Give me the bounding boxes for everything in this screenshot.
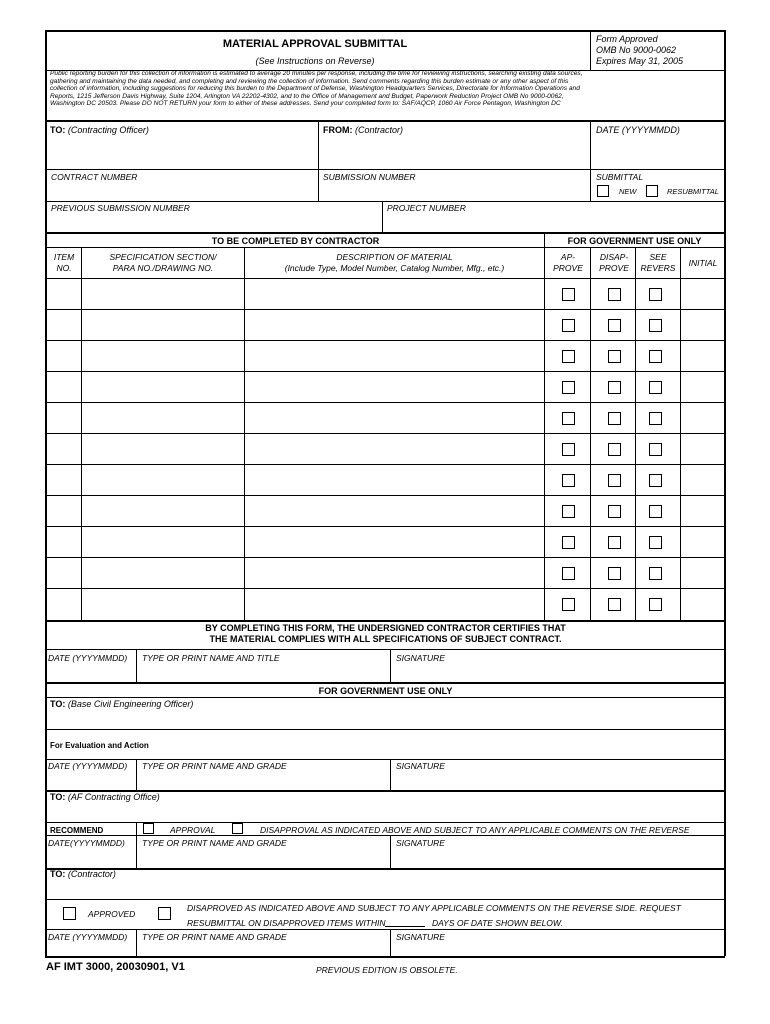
item-no-cell[interactable] <box>47 465 80 495</box>
item-no-header: ITEM NO. <box>53 252 75 273</box>
burden-line: Washington DC 20503. Please DO NOT RETURN your form to either of these addresses. Send your completed form to: SAF/AQCP, 1060 Air Force Pentagon, Washington DC <box>50 100 561 107</box>
contract-number-label: CONTRACT NUMBER <box>51 172 138 182</box>
new-label: NEW <box>619 187 637 196</box>
disapprove-checkbox[interactable] <box>608 536 621 549</box>
evaluation-action-label: For Evaluation and Action <box>50 741 149 750</box>
item-no-cell[interactable] <box>47 589 80 619</box>
item-no-cell[interactable] <box>47 434 80 464</box>
item-no-cell[interactable] <box>47 527 80 557</box>
date-label: DATE (YYYYMMDD) <box>596 125 680 135</box>
previous-edition-obsolete: PREVIOUS EDITION IS OBSOLETE. <box>316 965 458 975</box>
resubmittal-label: RESUBMITTAL <box>667 187 719 196</box>
item-no-cell[interactable] <box>47 496 80 526</box>
sig2-date-field[interactable] <box>47 771 135 789</box>
burden-line: collection of information, including suggestions for reducing this burden to the Department of Defense, Washington Headquarters Services, Directorate for Information Operations and <box>50 85 580 92</box>
from-contractor-field[interactable] <box>320 136 588 168</box>
sig2-signature-label: SIGNATURE <box>396 761 445 771</box>
approve-header: AP- PROVE <box>553 252 583 273</box>
sig3-name-field[interactable] <box>138 848 388 867</box>
disapprove-checkbox[interactable] <box>608 288 621 301</box>
description-cell[interactable] <box>246 403 544 433</box>
to-af-contracting-label: TO: (AF Contracting Office) <box>50 792 160 802</box>
approved-label: APPROVED <box>88 909 136 919</box>
burden-line: Reports, 1215 Jefferson Davis Highway, Suite 1204, Arlington VA 22202-4302, and to the Office of Management and Budget, Paperwork Reduction Project OMB No 9000-0062, <box>50 92 564 100</box>
spec-section-header: SPECIFICATION SECTION/ PARA NO./DRAWING NO. <box>109 252 217 273</box>
government-use-section-header: FOR GOVERNMENT USE ONLY <box>318 686 453 696</box>
form-title: MATERIAL APPROVAL SUBMITTAL <box>222 38 408 50</box>
disapproved-checkbox[interactable] <box>158 907 171 920</box>
spec-section-cell[interactable] <box>83 496 245 526</box>
initial-cell[interactable] <box>682 279 724 309</box>
initial-cell[interactable] <box>682 372 724 402</box>
see-reverse-checkbox[interactable] <box>649 319 662 332</box>
sig3-date-label: DATE(YYYYMMDD) <box>48 838 125 848</box>
item-no-cell[interactable] <box>47 279 80 309</box>
to-contracting-officer-label: TO: (Contracting Officer) <box>50 125 149 135</box>
submission-number-field[interactable] <box>320 182 588 200</box>
disapprove-checkbox[interactable] <box>608 381 621 394</box>
see-reverse-checkbox[interactable] <box>649 598 662 611</box>
to-civil-engineering-field[interactable] <box>47 710 722 728</box>
sig3-date-field[interactable] <box>47 848 135 867</box>
initial-cell[interactable] <box>682 434 724 464</box>
sig4-name-label: TYPE OR PRINT NAME AND GRADE <box>142 932 287 942</box>
spec-section-cell[interactable] <box>83 589 245 619</box>
item-no-cell[interactable] <box>47 372 80 402</box>
sig1-signature-field[interactable] <box>392 663 722 681</box>
spec-section-cell[interactable] <box>83 310 245 340</box>
from-contractor-label: FROM: (Contractor) <box>323 125 404 135</box>
sig4-date-label: DATE (YYYYMMDD) <box>48 932 128 942</box>
approve-checkbox[interactable] <box>562 288 575 301</box>
see-reverse-header: SEE REVERS <box>640 252 676 273</box>
item-no-cell[interactable] <box>47 310 80 340</box>
description-cell[interactable] <box>246 496 544 526</box>
sig3-name-label: TYPE OR PRINT NAME AND GRADE <box>142 838 287 848</box>
certification-line-1: BY COMPLETING THIS FORM, THE UNDERSIGNED CONTRACTOR CERTIFIES THAT <box>205 623 566 633</box>
see-reverse-checkbox[interactable] <box>649 505 662 518</box>
spec-section-cell[interactable] <box>83 279 245 309</box>
description-cell[interactable] <box>246 310 544 340</box>
certification-line-2: THE MATERIAL COMPLIES WITH ALL SPECIFICATIONS OF SUBJECT CONTRACT. <box>209 634 562 644</box>
to-contractor-field[interactable] <box>47 880 722 898</box>
item-no-cell[interactable] <box>47 341 80 371</box>
sig4-signature-field[interactable] <box>392 942 722 955</box>
table-row <box>47 465 724 496</box>
table-row <box>47 589 724 620</box>
spec-section-cell[interactable] <box>83 465 245 495</box>
approve-checkbox[interactable] <box>562 567 575 580</box>
initial-cell[interactable] <box>682 527 724 557</box>
initial-cell[interactable] <box>682 310 724 340</box>
disapprove-checkbox[interactable] <box>608 350 621 363</box>
disapproval-label: DISAPPROVAL AS INDICATED ABOVE AND SUBJECT TO ANY APPLICABLE COMMENTS ON THE REVERSE <box>260 825 690 835</box>
date-field[interactable] <box>592 136 722 168</box>
recommend-disapproval-checkbox[interactable] <box>232 823 243 834</box>
initial-cell[interactable] <box>682 496 724 526</box>
description-cell[interactable] <box>246 527 544 557</box>
approve-checkbox[interactable] <box>562 412 575 425</box>
initial-cell[interactable] <box>682 558 724 588</box>
burden-statement <box>50 70 722 108</box>
submission-number-label: SUBMISSION NUMBER <box>323 172 416 182</box>
sig4-name-field[interactable] <box>138 942 388 955</box>
approve-checkbox[interactable] <box>562 536 575 549</box>
item-no-cell[interactable] <box>47 403 80 433</box>
submittal-resubmittal-checkbox[interactable] <box>646 185 658 197</box>
see-reverse-checkbox[interactable] <box>649 350 662 363</box>
resubmittal-days-field[interactable] <box>385 926 425 927</box>
contract-number-field[interactable] <box>47 182 317 200</box>
description-cell[interactable] <box>246 434 544 464</box>
form-subtitle: (See Instructions on Reverse) <box>255 56 375 66</box>
item-no-cell[interactable] <box>47 558 80 588</box>
approve-checkbox[interactable] <box>562 350 575 363</box>
burden-line: gathering and maintaining the data needed, and completing and reviewing the collection of information. Send comments regarding this burden estimate or any other aspect of this <box>50 77 569 85</box>
disapprove-checkbox[interactable] <box>608 474 621 487</box>
description-header: DESCRIPTION OF MATERIAL (Include Type, Model Number, Catalog Number, Mfg., etc.) <box>284 252 505 273</box>
description-cell[interactable] <box>246 558 544 588</box>
approved-checkbox[interactable] <box>63 907 76 920</box>
initial-cell[interactable] <box>682 465 724 495</box>
sig4-date-field[interactable] <box>47 942 135 955</box>
sig1-date-label: DATE (YYYYMMDD) <box>48 653 128 663</box>
table-row <box>47 310 724 341</box>
disapprove-header: DISAP- PROVE <box>599 252 629 273</box>
sig1-signature-label: SIGNATURE <box>396 653 445 663</box>
description-cell[interactable] <box>246 341 544 371</box>
sig1-name-field[interactable] <box>138 663 388 681</box>
description-cell[interactable] <box>246 589 544 619</box>
initial-cell[interactable] <box>682 403 724 433</box>
omb-form-approved: Form Approved <box>596 34 658 44</box>
burden-line: Public reporting burden for this collection of information is estimated to average 20 minutes per response, including the time for reviewing instructions, searching existing data sources, <box>50 70 583 77</box>
approve-checkbox[interactable] <box>562 505 575 518</box>
description-cell[interactable] <box>246 465 544 495</box>
disapprove-checkbox[interactable] <box>608 505 621 518</box>
recommend-approval-checkbox[interactable] <box>143 823 154 834</box>
approve-checkbox[interactable] <box>562 319 575 332</box>
disapprove-checkbox[interactable] <box>608 443 621 456</box>
to-civil-engineering-label: TO: (Base Civil Engineering Officer) <box>50 699 194 709</box>
sig1-name-label: TYPE OR PRINT NAME AND TITLE <box>142 653 280 663</box>
to-contractor-label: TO: (Contractor) <box>50 869 116 879</box>
see-reverse-checkbox[interactable] <box>649 288 662 301</box>
sig2-name-field[interactable] <box>138 771 388 789</box>
disapprove-checkbox[interactable] <box>608 567 621 580</box>
sig2-signature-field[interactable] <box>392 771 722 789</box>
disapproved-text-line-2a: RESUBMITTAL ON DISAPPROVED ITEMS WITHIN <box>187 918 386 928</box>
initial-cell[interactable] <box>682 589 724 619</box>
previous-submission-field[interactable] <box>47 214 381 231</box>
table-row <box>47 558 724 589</box>
table-row <box>47 496 724 527</box>
disapprove-checkbox[interactable] <box>608 319 621 332</box>
contractor-section-header: TO BE COMPLETED BY CONTRACTOR <box>211 236 380 246</box>
spec-section-cell[interactable] <box>83 403 245 433</box>
approve-checkbox[interactable] <box>562 443 575 456</box>
approve-checkbox[interactable] <box>562 598 575 611</box>
initial-header: INITIAL <box>688 258 718 268</box>
spec-section-cell[interactable] <box>83 434 245 464</box>
sig1-date-field[interactable] <box>47 663 135 681</box>
sig3-signature-field[interactable] <box>392 848 722 867</box>
see-reverse-checkbox[interactable] <box>649 536 662 549</box>
previous-submission-label: PREVIOUS SUBMISSION NUMBER <box>51 203 190 213</box>
description-cell[interactable] <box>246 372 544 402</box>
see-reverse-checkbox[interactable] <box>649 567 662 580</box>
sig4-signature-label: SIGNATURE <box>396 932 445 942</box>
see-reverse-checkbox[interactable] <box>649 474 662 487</box>
table-row <box>47 527 724 558</box>
submittal-new-checkbox[interactable] <box>597 185 609 197</box>
description-cell[interactable] <box>246 279 544 309</box>
initial-cell[interactable] <box>682 341 724 371</box>
omb-number: OMB No 9000-0062 <box>596 45 677 55</box>
to-contracting-officer-field[interactable] <box>47 136 317 168</box>
see-reverse-checkbox[interactable] <box>649 381 662 394</box>
see-reverse-checkbox[interactable] <box>649 412 662 425</box>
recommend-label: RECOMMEND <box>50 826 104 835</box>
sig2-name-label: TYPE OR PRINT NAME AND GRADE <box>142 761 287 771</box>
government-use-header: FOR GOVERNMENT USE ONLY <box>567 236 702 246</box>
spec-section-cell[interactable] <box>83 341 245 371</box>
disapprove-checkbox[interactable] <box>608 598 621 611</box>
spec-section-cell[interactable] <box>83 372 245 402</box>
table-row <box>47 279 724 310</box>
table-row <box>47 372 724 403</box>
submittal-label: SUBMITTAL <box>596 172 644 182</box>
disapprove-checkbox[interactable] <box>608 412 621 425</box>
spec-section-cell[interactable] <box>83 558 245 588</box>
project-number-field[interactable] <box>384 214 722 231</box>
approve-checkbox[interactable] <box>562 381 575 394</box>
form-id: AF IMT 3000, 20030901, V1 <box>46 961 185 973</box>
approval-label: APPROVAL <box>170 825 216 835</box>
see-reverse-checkbox[interactable] <box>649 443 662 456</box>
table-row <box>47 341 724 372</box>
project-number-label: PROJECT NUMBER <box>387 203 466 213</box>
sig2-date-label: DATE (YYYYMMDD) <box>48 761 128 771</box>
disapproved-text-line-1: DISAPROVED AS INDICATED ABOVE AND SUBJECT TO ANY APPLICABLE COMMENTS ON THE REVERSE SIDE. REQUEST <box>187 903 681 913</box>
table-row <box>47 434 724 465</box>
sig3-signature-label: SIGNATURE <box>396 838 445 848</box>
approve-checkbox[interactable] <box>562 474 575 487</box>
omb-expiration: Expires May 31, 2005 <box>596 56 684 66</box>
spec-section-cell[interactable] <box>83 527 245 557</box>
to-af-contracting-field[interactable] <box>47 803 722 821</box>
disapproved-text-line-2b: DAYS OF DATE SHOWN BELOW. <box>432 918 563 928</box>
table-row <box>47 403 724 434</box>
